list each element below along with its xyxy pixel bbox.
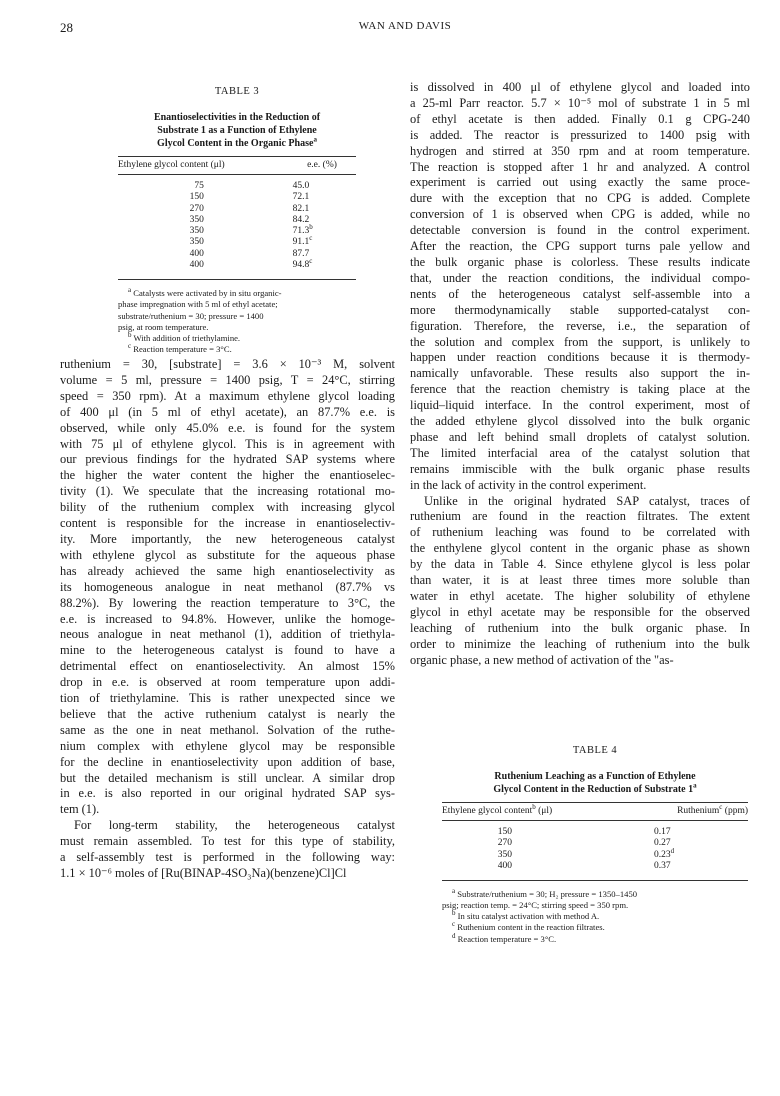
table-4-header-row: [442, 803, 748, 821]
table-row: [118, 192, 356, 203]
cell-spacer: [204, 181, 277, 192]
text-line: 1.1 × 10⁻⁶ moles of [Ru(BINAP-4SO₃Na)(benzene)Cl]Cl: [60, 866, 347, 880]
column-header-label: Ruthenium: [677, 806, 720, 816]
footnote-mark: c: [452, 920, 456, 929]
text-line: in the lack of activity in the control experiment.: [410, 477, 647, 492]
column-header-glycol: [442, 802, 632, 816]
footnote-line: [118, 311, 356, 322]
table-3-footnotes: [118, 288, 356, 355]
cell-glycol-content: 350: [189, 237, 204, 248]
footnote-line: [442, 889, 748, 900]
table-4-grid: [442, 802, 748, 881]
cell-ee: [277, 215, 356, 226]
text-line: The limited interfacial area of the catalyst solution that: [410, 445, 750, 460]
cell-spacer: [204, 249, 277, 260]
text-line: tem (1).: [60, 802, 100, 817]
cell-glycol-content: 150: [497, 827, 512, 837]
text-line: the bulk organic phase is colorless. These results indicate: [410, 254, 750, 269]
text-line: our previous findings for the hydrated SAP systems where: [60, 452, 395, 467]
footnote-mark: b: [532, 802, 536, 811]
footnote-mark: a: [452, 887, 456, 896]
cell-spacer: [512, 861, 654, 872]
text-line: has already achieved the same high enantioselectivity as: [60, 563, 395, 578]
table-3: [118, 86, 356, 355]
column-header-glycol: Ethylene glycol content (μl): [118, 160, 225, 170]
text-line: must remain assembled. To test for this type of stability,: [60, 834, 395, 849]
column-header-label: Ethylene glycol content: [442, 806, 533, 816]
footnote-line: [118, 299, 356, 310]
footnote-text: phase impregnation with 5 ml of ethyl acetate;: [118, 299, 278, 310]
cell-ruthenium-value: 0.17: [654, 827, 671, 837]
footnote-mark: b: [309, 223, 313, 232]
footnote-text: psig, at room temperature.: [118, 321, 209, 332]
text-line: volume = 5 ml, pressure = 1400 psig, T = 24°C, stirring: [60, 372, 395, 387]
footnote-mark: c: [719, 802, 723, 811]
text-line: detectable conversion is found in the control experiment.: [410, 223, 750, 238]
text-line: with 75 μl of ethylene glycol. This is in agreement with: [60, 436, 395, 451]
table-4: [442, 745, 748, 945]
text-line: by the data in Table 4. Since ethylene glycol is less polar: [410, 557, 750, 572]
table-3-title-line: Glycol Content in the Organic Phase: [157, 138, 314, 149]
text-line: mine to the heterogeneous catalyst is found to have a: [60, 643, 395, 658]
table-row: [118, 215, 356, 226]
cell-ee-value: 94.8: [292, 260, 310, 271]
text-line: e.e. is increased to 94.8%. However, unlike the homoge-: [60, 611, 395, 626]
cell-ee: [277, 234, 356, 248]
cell-glycol-content: 270: [189, 203, 204, 214]
table-4-caption: TABLE 4: [572, 745, 618, 756]
text-line: Unlike in the original hydrated SAP catalyst, traces of: [424, 493, 750, 508]
table-3-title: [118, 111, 356, 150]
footnote-line: [442, 931, 748, 945]
text-line: ruthenium are found in the reaction filtrates. The extent: [410, 509, 750, 524]
text-line: more thermodynamically stable supported-catalyst con-: [410, 302, 750, 317]
footnote-text: substrate/ruthenium = 30; pressure = 1400: [118, 310, 264, 321]
footnote-line: [442, 900, 748, 911]
paragraph: [410, 494, 750, 669]
footnote-line: [118, 288, 356, 299]
cell-ee: [277, 249, 356, 260]
cell-spacer: [512, 850, 654, 861]
cell-ruthenium-value: 0.27: [654, 838, 671, 849]
footnote-line: [442, 922, 748, 933]
table-4-title-line: Ruthenium Leaching as a Function of Ethylene: [494, 771, 696, 782]
table-4-title: [442, 770, 748, 796]
cell-spacer: [204, 237, 277, 248]
column-header-ruthenium: [632, 802, 748, 816]
table-4-title-line: Glycol Content in the Reduction of Substrate 1: [493, 784, 694, 795]
text-line: a self-assembly test is performed in the following way:: [60, 850, 395, 865]
table-row: [118, 256, 356, 271]
text-line: water in ethyl acetate. The higher solubility of ethylene: [410, 589, 750, 603]
cell-glycol-content: 270: [497, 838, 512, 849]
footnote-mark: c: [309, 234, 313, 243]
footnote-mark: c: [128, 341, 132, 350]
text-line: leaching of ruthenium into the bulk organic phase. In: [410, 620, 750, 635]
footnote-mark: b: [128, 330, 132, 339]
cell-glycol-content: 400: [497, 860, 512, 871]
cell-ee-value: 72.1: [292, 192, 310, 203]
cell-glycol-content: 350: [189, 226, 204, 237]
text-line: For long-term stability, the heterogeneous catalyst: [74, 818, 395, 833]
text-line: of ruthenium leaching was found to be correlated with: [410, 525, 750, 540]
table-4-body: [442, 821, 748, 880]
cell-ee: [277, 223, 356, 237]
text-line: experiment is carried out using exactly the same proce-: [410, 175, 750, 190]
paragraph: [60, 357, 395, 818]
cell-ruthenium: [654, 846, 748, 861]
text-line: the enthylene glycol content in the organic phase as shown: [410, 541, 750, 556]
cell-ee: [277, 181, 356, 192]
text-line: tivity (1). We speculate that the increasing rotational mo-: [60, 484, 395, 499]
table-row: [442, 827, 748, 838]
footnote-mark: c: [309, 256, 313, 265]
cell-glycol-content: 150: [189, 192, 204, 203]
footnote-text: psig; reaction temp. = 24°C; stirring speed = 350 rpm.: [442, 900, 629, 911]
table-3-header-row: [118, 157, 356, 175]
cell-glycol-content: 400: [189, 260, 204, 271]
text-line: nium complex with ethylene glycol may be responsible: [60, 738, 395, 753]
cell-ee: [277, 192, 356, 203]
footnote-text: Ruthenium content in the reaction filtrates.: [457, 922, 605, 933]
footnote-mark: a: [313, 135, 317, 144]
cell-glycol-content: 350: [497, 849, 512, 860]
table-3-grid: [118, 156, 356, 280]
text-line: 88.2%). By lowering the reaction temperature to 3°C, the: [60, 595, 395, 610]
right-column-text: [410, 80, 750, 669]
text-line: its homogeneous analogue in neat methanol (87.7% vs: [60, 579, 395, 594]
paragraph: [60, 818, 395, 882]
table-4-footnotes: [442, 889, 748, 944]
footnote-line: [118, 341, 356, 355]
cell-spacer: [204, 226, 277, 237]
text-line: speed = 350 rpm). At a maximum ethylene glycol loading: [60, 388, 395, 403]
table-row: [118, 181, 356, 192]
paragraph: [410, 80, 750, 494]
table-row: [118, 223, 356, 237]
text-line: content is responsible for the increase in enantioselectiv-: [60, 516, 395, 531]
column-header-unit: (ppm): [724, 806, 748, 816]
text-line: figuration. Therefore, the reverse, i.e., the separation of: [410, 318, 750, 333]
table-3-title-line: Substrate 1 as a Function of Ethylene: [157, 125, 317, 136]
cell-ruthenium-value: 0.37: [654, 860, 671, 871]
text-line: that, under the reaction conditions, the individual compo-: [410, 270, 750, 285]
cell-glycol-content: 75: [194, 181, 204, 191]
cell-ee-value: 87.7: [292, 248, 310, 259]
text-line: neous analogue in neat methanol (1), addition of triethyla-: [60, 627, 395, 642]
cell-spacer: [204, 260, 277, 271]
footnote-line: [118, 322, 356, 333]
text-line: dure with the exception that no CPG is added. Complete: [410, 191, 750, 206]
text-line: than water, it is at least three times more soluble than: [410, 573, 750, 588]
footnote-mark: b: [452, 909, 456, 918]
column-header-unit: (μl): [538, 806, 553, 816]
text-line: is dissolved in 400 μl of ethylene glycol and loaded into: [410, 80, 750, 94]
table-row: [442, 846, 748, 861]
footnote-text: Reaction temperature = 3°C.: [457, 933, 557, 944]
left-column-text: [60, 357, 395, 882]
footnote-mark: d: [670, 846, 675, 855]
text-line: believe that the active ruthenium catalyst is nearly the: [60, 706, 395, 721]
cell-spacer: [204, 215, 277, 226]
cell-spacer: [204, 192, 277, 203]
cell-spacer: [512, 827, 654, 838]
cell-ruthenium: [654, 827, 748, 838]
table-3-title-line: Enantioselectivities in the Reduction of: [153, 112, 321, 123]
footnote-mark: a: [693, 781, 697, 790]
text-line: same as the one in neat methanol. Solvation of the ruthe-: [60, 722, 395, 737]
cell-ee-value: 45.0: [292, 181, 310, 191]
footnote-text: Catalysts were activated by in situ organic-: [133, 288, 282, 299]
text-line: hydrogen and stirred at 350 rpm and at room temperature.: [410, 143, 750, 158]
cell-ee: [277, 204, 356, 215]
text-line: is added. The reactor is pressurized to 1400 psig with: [410, 127, 750, 142]
text-line: detrimental effect on enantioselectivity. An almost 15%: [60, 659, 395, 674]
text-line: ference that the reaction chemistry is taking place at the: [410, 382, 750, 397]
footnote-text: With addition of triethylamine.: [133, 332, 241, 343]
text-line: ruthenium = 30, [substrate] = 3.6 × 10⁻³ M, solvent: [60, 357, 395, 371]
text-line: happen under reaction conditions because it is thermody-: [410, 350, 750, 365]
text-line: bility of the ruthenium complex with increasing glycol: [60, 500, 395, 515]
text-line: the added ethylene glycol dissolved into the bulk organic: [410, 414, 750, 429]
table-row: [118, 204, 356, 215]
text-line: namically unfavorable. These results also support the in-: [410, 366, 750, 381]
text-line: order to minimize the leaching of ruthenium into the bulk: [410, 636, 750, 651]
text-line: observed, while only 45.0% e.e. is found for the system: [60, 420, 395, 435]
footnote-line: [118, 330, 356, 344]
table-row: [442, 861, 748, 872]
cell-ee-value: 91.1: [292, 237, 310, 248]
text-line: for the decline in enantioselectivity upon addition of base,: [60, 754, 395, 769]
footnote-text: Substrate/ruthenium = 30; H₂ pressure = 1350–1450: [457, 889, 638, 900]
text-line: liquid–liquid interface. In the control experiment, most of: [410, 398, 750, 413]
text-line: After the reaction, the CPG support turns pale yellow and: [410, 239, 750, 254]
footnote-text: In situ catalyst activation with method A.: [457, 911, 600, 922]
footnote-line: [442, 911, 748, 922]
text-line: organic phase, a new method of activation of the "as-: [410, 652, 674, 667]
cell-glycol-content: 400: [189, 248, 204, 259]
table-row: [118, 249, 356, 260]
text-line: ity. More importantly, the new heterogeneous catalyst: [60, 531, 395, 546]
text-line: tion of triethylamine. This is rather unexpected since we: [60, 691, 395, 706]
cell-ee-value: 71.3: [292, 226, 310, 237]
text-line: of ethyl acetate is then added. Finally 0.1 g CPG-240: [410, 111, 750, 126]
page-number: 28: [60, 20, 73, 35]
text-line: with ethylene glycol as substitute for the aqueous phase: [60, 547, 395, 562]
text-line: remains immiscible with the bulk organic phase results: [410, 461, 750, 476]
cell-ee: [277, 256, 356, 271]
footnote-mark: d: [452, 931, 456, 940]
text-line: nents of the heterogeneous catalyst self-assemble into a: [410, 286, 750, 301]
column-header-ee: e.e. (%): [307, 160, 337, 170]
table-3-caption: TABLE 3: [214, 86, 260, 97]
text-line: drop in e.e. is observed at room temperature upon addi-: [60, 675, 395, 690]
footnote-text: Reaction temperature = 3°C.: [133, 343, 232, 354]
cell-ee-value: 84.2: [292, 214, 310, 225]
text-line: the higher the water content the higher the enantioselec-: [60, 468, 395, 483]
cell-glycol-content: 350: [189, 214, 204, 225]
running-head-authors: WAN AND DAVIS: [358, 20, 452, 32]
cell-ee-value: 82.1: [292, 203, 310, 214]
table-3-body: [118, 175, 356, 279]
cell-spacer: [204, 204, 277, 215]
text-line: in e.e. is also reported in our original hydrated SAP sys-: [60, 786, 395, 801]
text-line: phase and left behind small droplets of catalyst solution.: [410, 429, 750, 444]
footnote-mark: a: [128, 286, 132, 295]
cell-spacer: [512, 838, 654, 849]
text-line: glycol in ethyl acetate may be responsible for the observed: [410, 604, 750, 619]
text-line: but the detailed mechanism is still unclear. A similar drop: [60, 770, 395, 785]
cell-ruthenium: [654, 861, 748, 872]
cell-ruthenium: [654, 838, 748, 849]
text-line: a 25-ml Parr reactor. 5.7 × 10⁻⁵ mol of substrate 1 in 5 ml: [410, 95, 750, 110]
cell-ruthenium-value: 0.23: [654, 849, 671, 860]
running-header: [60, 20, 750, 40]
text-line: of 400 μl (in 5 ml of ethyl acetate), an 87.7% e.e. is: [60, 404, 395, 419]
table-row: [442, 838, 748, 849]
text-line: the solution and complex from the support, is unlikely to: [410, 334, 750, 349]
text-line: The reaction is stopped after 1 hr and analyzed. A control: [410, 159, 750, 174]
table-row: [118, 234, 356, 248]
text-line: conversion of 1 is observed when CPG is added, while no: [410, 207, 750, 222]
